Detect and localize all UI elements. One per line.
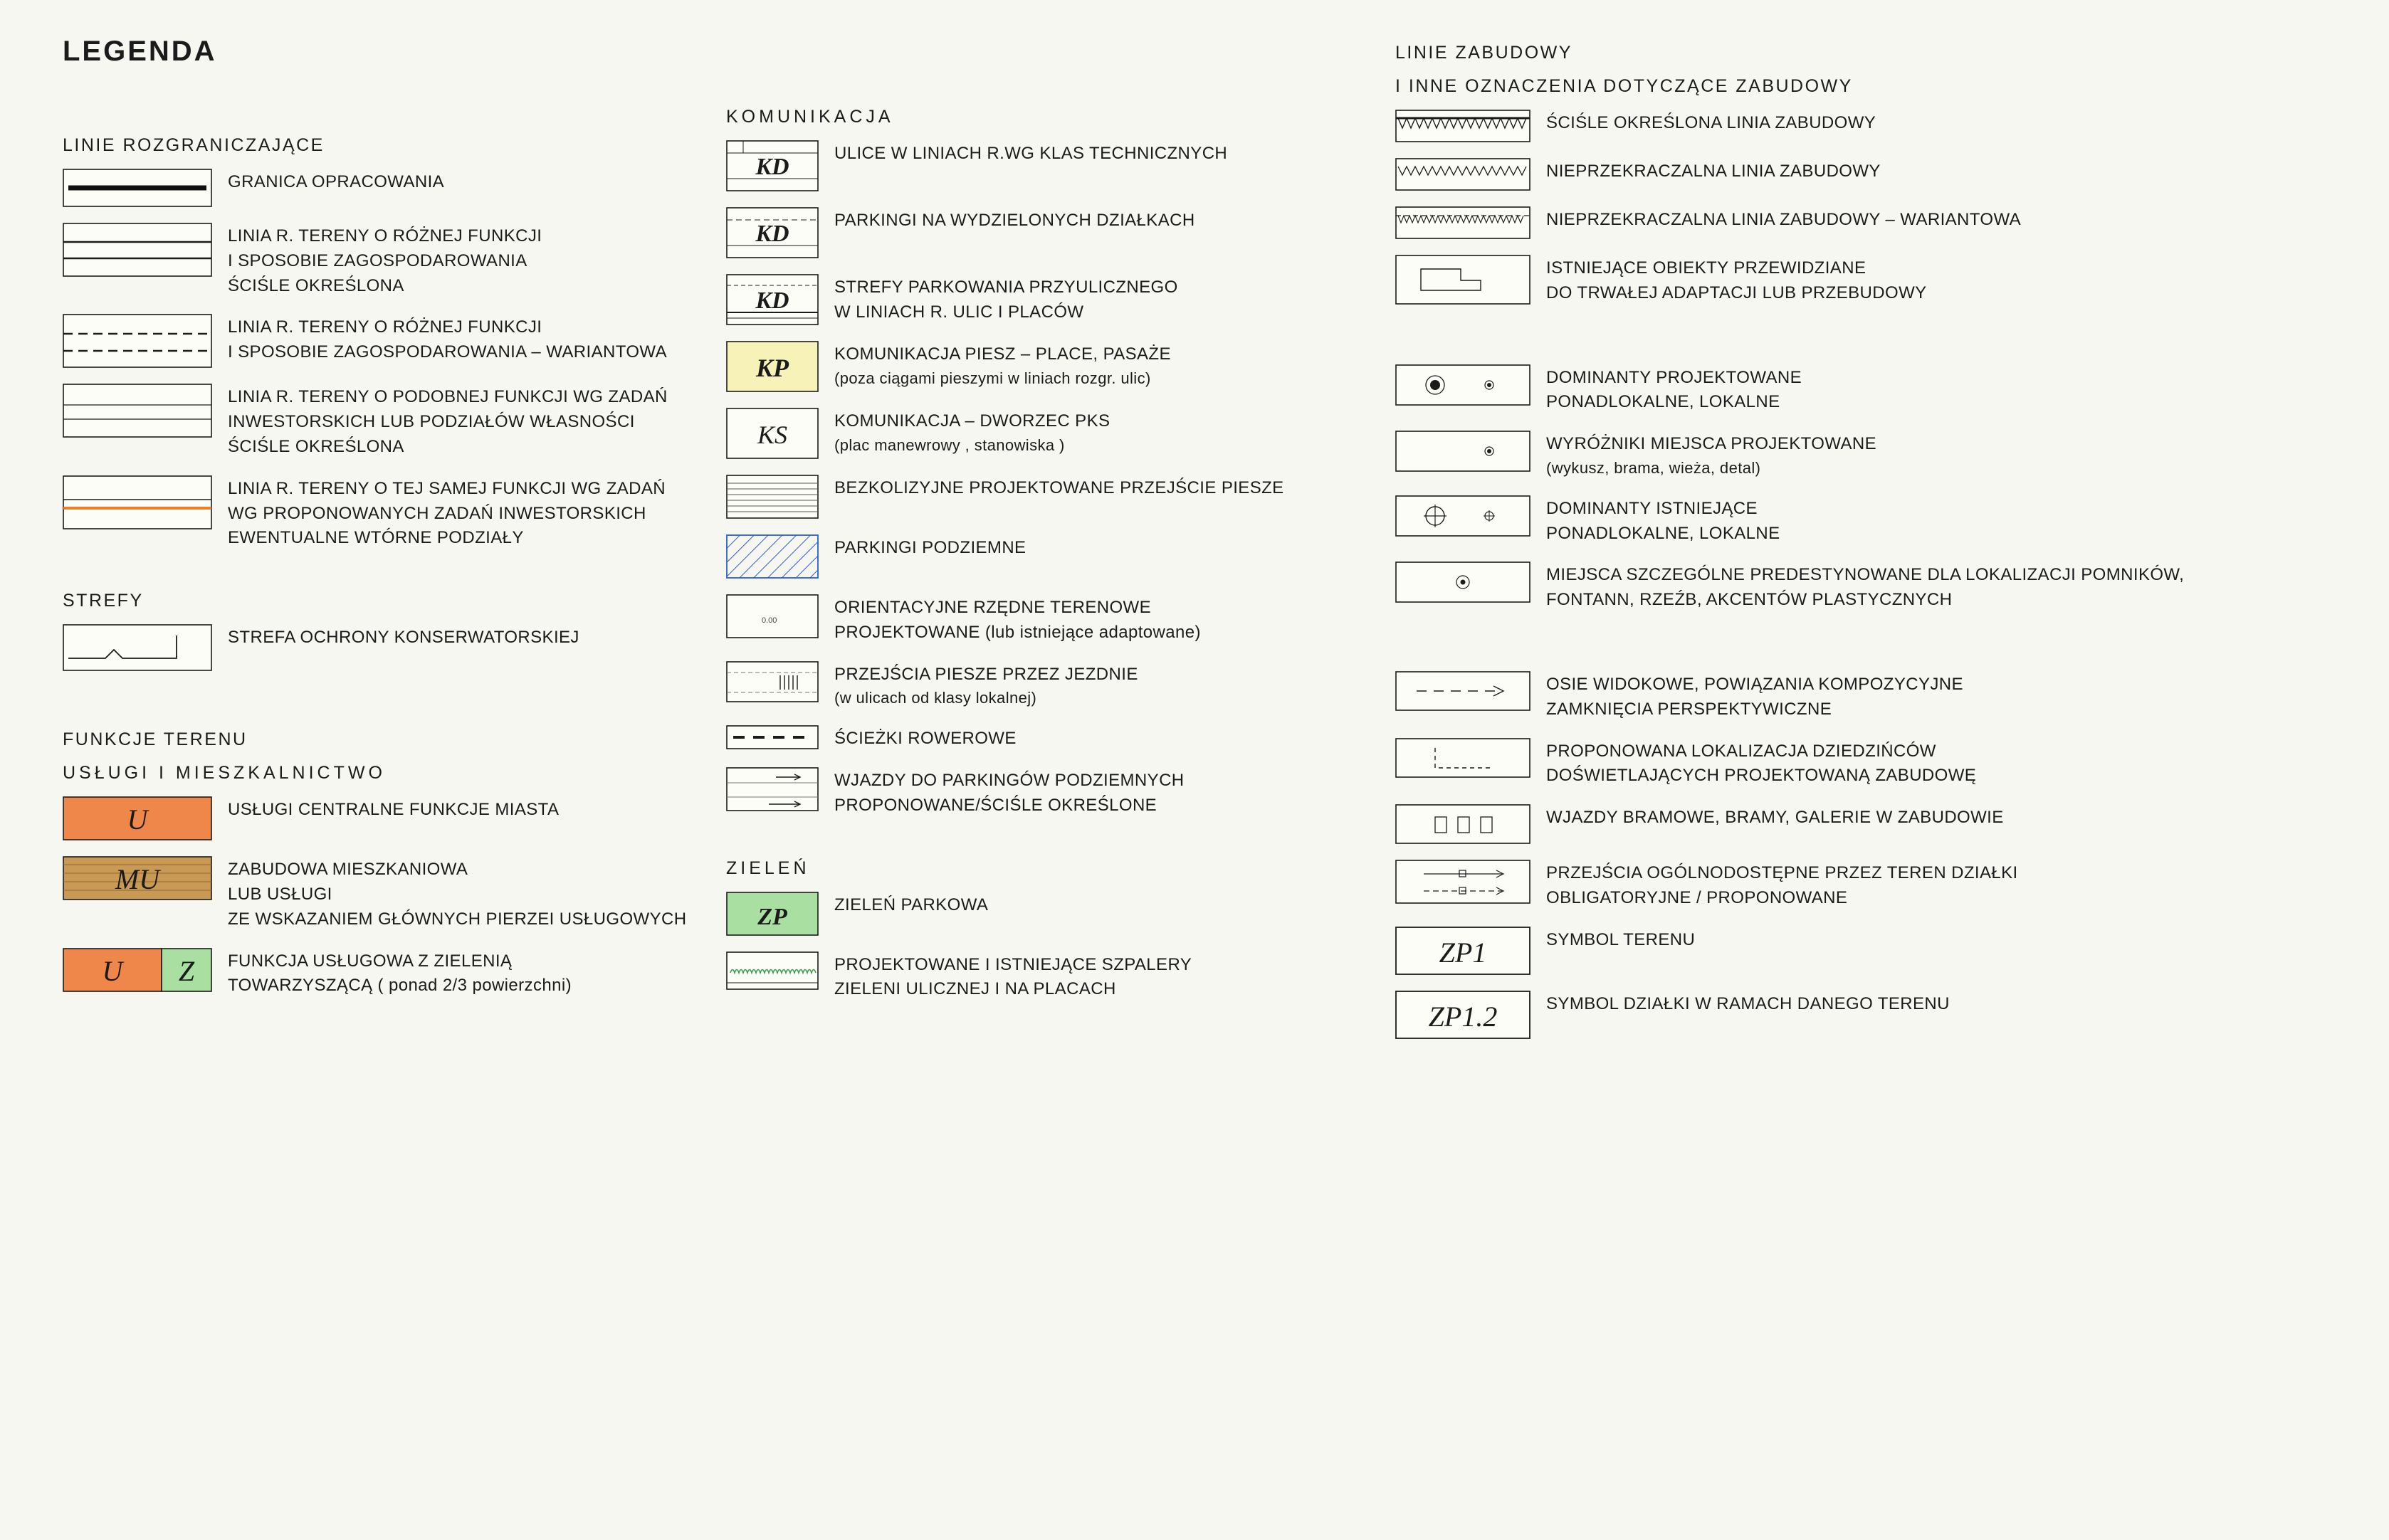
- legend-text: NIEPRZEKRACZALNA LINIA ZABUDOWY: [1546, 162, 1881, 181]
- legend-row: [726, 274, 1367, 325]
- legend-row: [1395, 255, 2356, 306]
- legend-text: KOMUNIKACJA PIESZ – PLACE, PASAŻE (poza ciągami pieszymi w liniach rozgr. ulic): [834, 344, 1171, 387]
- double-line-symbol: [63, 223, 212, 277]
- legend-row: [726, 661, 1367, 710]
- svg-text:Z: Z: [178, 954, 195, 987]
- kd-streetparking-symbol: [726, 274, 819, 325]
- dominant-planned-symbol: [1395, 364, 1530, 406]
- section-heading-greenery: ZIELEŃ: [726, 858, 810, 878]
- gate-entry-symbol: [1395, 804, 1530, 844]
- terrain-level-symbol: [726, 594, 819, 638]
- legend-row: [1395, 431, 2356, 480]
- strict-building-line-symbol: [1395, 110, 1530, 142]
- crosswalk-symbol: [726, 661, 819, 702]
- section-heading-zones: STREFY: [63, 591, 144, 611]
- uz-orange-green-symbol: [63, 948, 212, 992]
- legend-row: [726, 951, 1367, 1003]
- legend-row: [1395, 804, 2356, 844]
- svg-text:KD: KD: [755, 288, 789, 314]
- legend-text: SYMBOL TERENU: [1546, 929, 1696, 949]
- legend-text: OSIE WIDOKOWE, POWIĄZANIA KOMPOZYCYJNE ZAMKNIĘCIA PERSPEKTYWICZNE: [1546, 675, 1963, 719]
- svg-text:KD: KD: [755, 221, 789, 247]
- courtyard-symbol: [1395, 738, 1530, 778]
- legend-row: [63, 475, 725, 551]
- zp1-symbol: [1395, 927, 1530, 975]
- svg-text:U: U: [127, 803, 148, 836]
- ks-symbol: [726, 408, 819, 459]
- legend-row: [1395, 738, 2356, 789]
- zp1-label: ZP1: [1439, 936, 1487, 969]
- legend-row: [1395, 110, 2356, 142]
- section-subheading-building-other: I INNE OZNACZENIA DOTYCZĄCE ZABUDOWY: [1395, 76, 1853, 96]
- conservation-zone-symbol: [63, 624, 212, 671]
- dominant-existing-symbol: [1395, 495, 1530, 537]
- legend-row: [63, 384, 725, 459]
- legend-text: NIEPRZEKRACZALNA LINIA ZABUDOWY – WARIANTOWA: [1546, 210, 2022, 229]
- column-left: [63, 135, 725, 1014]
- legend-text: STREFY PARKOWANIA PRZYULICZNEGO W LINIACH R. ULIC I PLACÓW: [834, 278, 1178, 322]
- legend-row: [726, 475, 1367, 519]
- section-heading-transport: KOMUNIKACJA: [726, 107, 894, 127]
- zp-green-symbol: [726, 892, 819, 936]
- legend-row: [726, 594, 1367, 645]
- legend-text: ORIENTACYJNE RZĘDNE TERENOWE PROJEKTOWANE (lub istniejące adaptowane): [834, 598, 1201, 642]
- legend-text: ULICE W LINIACH R.WG KLAS TECHNICZNYCH: [834, 144, 1228, 163]
- legend-text: PRZEJŚCIA OGÓLNODOSTĘPNE PRZEZ TEREN DZIAŁKI OBLIGATORYJNE / PROPONOWANE: [1546, 863, 2018, 908]
- dashed-double-line-symbol: [63, 314, 212, 368]
- legend-text: LINIA R. TERENY O PODOBNEJ FUNKCJI WG ZADAŃ INWESTORSKICH LUB PODZIAŁÓW WŁASNOŚCI ŚCIŚLE OKREŚLONA: [228, 387, 668, 456]
- legend-text: LINIA R. TERENY O RÓŻNEJ FUNKCJI I SPOSOBIE ZAGOSPODAROWANIA – WARIANTOWA: [228, 317, 667, 362]
- legend-row: [63, 624, 725, 671]
- distinguisher-planned-symbol: [1395, 431, 1530, 472]
- legend-row: [726, 892, 1367, 936]
- legend-row: [726, 725, 1367, 751]
- legend-text: STREFA OCHRONY KONSERWATORSKIEJ: [228, 628, 579, 648]
- legend-text: SYMBOL DZIAŁKI W RAMACH DANEGO TERENU: [1546, 993, 1950, 1013]
- legend-text: PROPONOWANA LOKALIZACJA DZIEDZIŃCÓW DOŚWIETLAJĄCYCH PROJEKTOWANĄ ZABUDOWĘ: [1546, 741, 1977, 786]
- kd-label: KD: [755, 154, 789, 180]
- legend-text: PROJEKTOWANE I ISTNIEJĄCE SZPALERY ZIELENI ULICZNEJ I NA PLACACH: [834, 954, 1192, 999]
- legend-row: [726, 140, 1367, 191]
- kd-parking-symbol: [726, 207, 819, 258]
- legend-text: GRANICA OPRACOWANIA: [228, 172, 445, 191]
- legend-text: BEZKOLIZYJNE PROJEKTOWANE PRZEJŚCIE PIESZE: [834, 478, 1284, 497]
- svg-text:ZP: ZP: [757, 903, 787, 930]
- parking-entry-symbol: [726, 767, 819, 811]
- tree-row-symbol: [726, 951, 819, 990]
- thick-black-line-symbol: [63, 169, 212, 207]
- bike-path-symbol: [726, 725, 819, 749]
- underground-parking-hatch-symbol: [726, 534, 819, 579]
- thin-double-line-symbol: [63, 384, 212, 438]
- legend-text: PARKINGI NA WYDZIELONYCH DZIAŁKACH: [834, 211, 1195, 230]
- legend-row: [1395, 561, 2356, 613]
- legend-text: DOMINANTY ISTNIEJĄCE PONADLOKALNE, LOKALNE: [1546, 498, 1780, 543]
- svg-text:KS: KS: [757, 421, 788, 449]
- legend-text: LINIA R. TERENY O RÓŻNEJ FUNKCJI I SPOSOBIE ZAGOSPODAROWANIA ŚCIŚLE OKREŚLONA: [228, 226, 542, 295]
- legend-row: [726, 767, 1367, 818]
- legend-text: ISTNIEJĄCE OBIEKTY PRZEWIDZIANE DO TRWAŁEJ ADAPTACJI LUB PRZEBUDOWY: [1546, 258, 1927, 302]
- u-orange-symbol: [63, 796, 212, 840]
- section-heading-lines: LINIE ROZGRANICZAJĄCE: [63, 135, 325, 155]
- legend-row: [1395, 927, 2356, 975]
- zp12-label: ZP1.2: [1428, 1000, 1498, 1033]
- legend-text: DOMINANTY PROJEKTOWANE PONADLOKALNE, LOKALNE: [1546, 367, 1802, 412]
- svg-text:MU: MU: [115, 863, 160, 896]
- legend-row: [63, 856, 725, 932]
- column-middle: [726, 107, 1367, 1018]
- legend-row: [63, 314, 725, 368]
- public-passage-symbol: [1395, 860, 1530, 904]
- kd-street-symbol: [726, 140, 819, 191]
- legend-text: ŚCIŚLE OKREŚLONA LINIA ZABUDOWY: [1546, 113, 1876, 132]
- svg-text:0.00: 0.00: [762, 616, 777, 625]
- legend-row: [63, 169, 725, 207]
- legend-row: [1395, 206, 2356, 239]
- legend-text: LINIA R. TERENY O TEJ SAMEJ FUNKCJI WG ZADAŃ WG PROPONOWANYCH ZADAŃ INWESTORSKICH EWENTUALNE WTÓRNE PODZIAŁY: [228, 478, 666, 548]
- section-heading-building-lines: LINIE ZABUDOWY: [1395, 43, 1572, 63]
- legend-text: PRZEJŚCIA PIESZE PRZEZ JEZDNIE (w ulicach od klasy lokalnej): [834, 664, 1138, 707]
- legend-text: ŚCIEŻKI ROWEROWE: [834, 729, 1017, 749]
- legend-text: MIEJSCA SZCZEGÓLNE PREDESTYNOWANE DLA LOKALIZACJI POMNIKÓW, FONTANN, RZEŹB, AKCENTÓW PLASTYCZNYCH: [1546, 565, 2185, 610]
- legend-text: USŁUGI CENTRALNE FUNKCJE MIASTA: [228, 800, 560, 820]
- section-heading-functions: FUNKCJE TERENU: [63, 729, 248, 750]
- legend-text: ZABUDOWA MIESZKANIOWA LUB USŁUGI ZE WSKAZANIEM GŁÓWNYCH PIERZEI USŁUGOWYCH: [228, 860, 687, 929]
- kp-yellow-symbol: [726, 341, 819, 392]
- legend-row: [1395, 671, 2356, 722]
- monument-location-symbol: [1395, 561, 1530, 603]
- legend-text: WJAZDY DO PARKINGÓW PODZIEMNYCH PROPONOWANE/ŚCIŚLE OKREŚLONE: [834, 771, 1185, 815]
- legend-text: KOMUNIKACJA – DWORZEC PKS (plac manewrowy , stanowiska ): [834, 411, 1111, 454]
- legend-text: PARKINGI PODZIEMNE: [834, 538, 1027, 557]
- legend-row: [63, 223, 725, 298]
- svg-text:KP: KP: [755, 354, 789, 382]
- legend-row: [1395, 991, 2356, 1039]
- legend-text: WYRÓŻNIKI MIEJSCA PROJEKTOWANE (wykusz, brama, wieża, detal): [1546, 434, 1877, 477]
- orange-line-symbol: [63, 475, 212, 529]
- legend-text: ZIELEŃ PARKOWA: [834, 895, 989, 914]
- mu-brown-symbol: [63, 856, 212, 900]
- legend-row: [1395, 860, 2356, 911]
- legend-row: [1395, 495, 2356, 547]
- legend-row: [726, 207, 1367, 258]
- non-exceedable-building-line-symbol: [1395, 158, 1530, 191]
- non-exceedable-variant-line-symbol: [1395, 206, 1530, 239]
- zp12-symbol: [1395, 991, 1530, 1039]
- legend-row: [726, 341, 1367, 392]
- legend-text: WJAZDY BRAMOWE, BRAMY, GALERIE W ZABUDOWIE: [1546, 808, 2004, 828]
- pedestrian-crossing-symbol: [726, 475, 819, 519]
- legend-row: [1395, 158, 2356, 191]
- svg-text:U: U: [102, 954, 123, 987]
- legend-row: [1395, 364, 2356, 416]
- legend-row: [726, 408, 1367, 459]
- subsection-heading-services: USŁUGI I MIESZKALNICTWO: [63, 763, 386, 784]
- page-title: LEGENDA: [63, 36, 217, 67]
- legend-text: FUNKCJA USŁUGOWA Z ZIELENIĄ TOWARZYSZĄCĄ ( ponad 2/3 powierzchni): [228, 951, 572, 996]
- column-right: [1395, 43, 2356, 1055]
- view-axis-symbol: [1395, 671, 1530, 711]
- legend-row: [726, 534, 1367, 579]
- legend-row: [63, 796, 725, 840]
- existing-objects-symbol: [1395, 255, 1530, 305]
- legend-row: [63, 948, 725, 999]
